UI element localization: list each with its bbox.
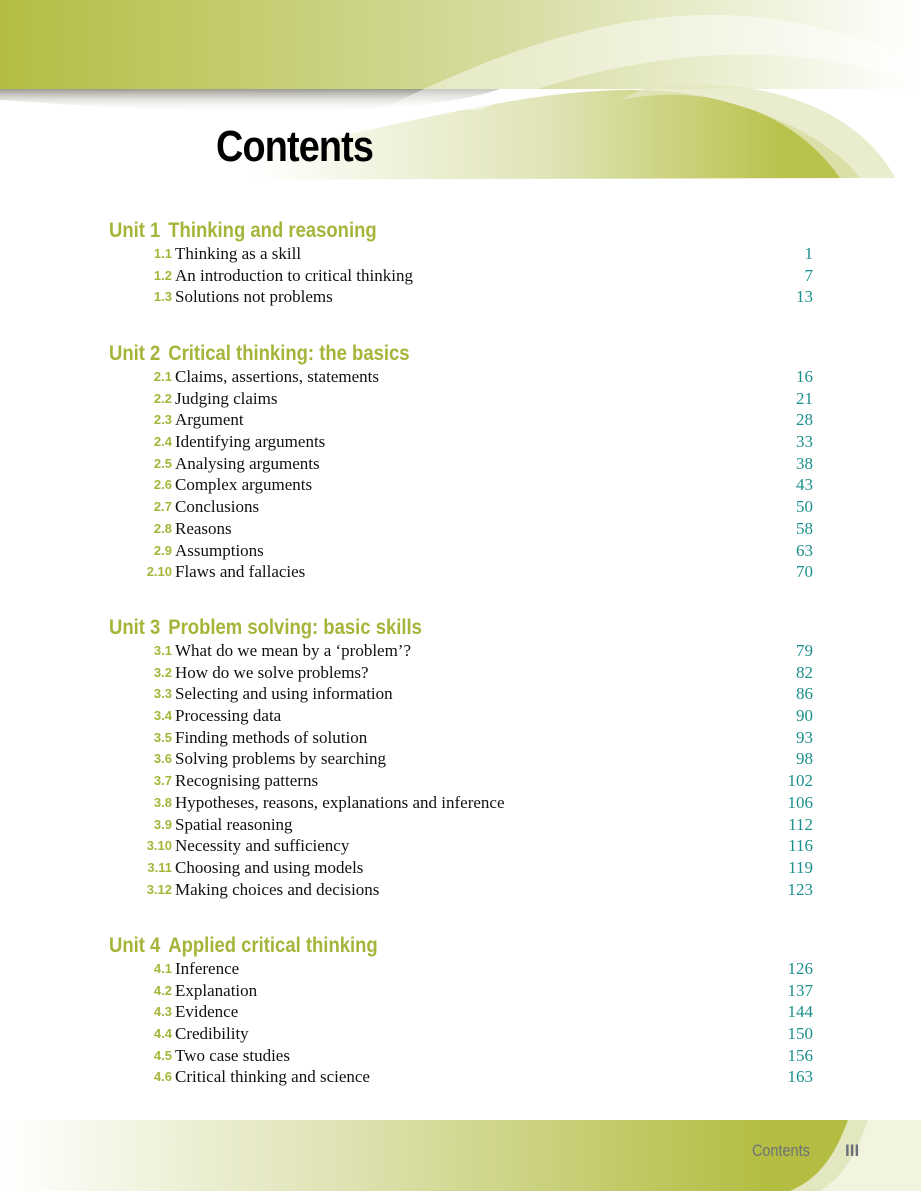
section-title: Selecting and using information	[175, 684, 393, 704]
section-title: Judging claims	[175, 388, 278, 408]
section-title: Solving problems by searching	[175, 749, 387, 769]
section-number: 2.10	[146, 564, 172, 580]
section-title: Hypotheses, reasons, explanations and inference	[175, 792, 505, 812]
section-title: Necessity and sufficiency	[175, 836, 350, 856]
toc-entry[interactable]	[109, 474, 829, 496]
header-banner	[0, 0, 921, 182]
page-number: 116	[788, 836, 813, 856]
section-title: Two case studies	[175, 1045, 290, 1065]
section-title: Recognising patterns	[175, 771, 319, 791]
page-number: 1	[804, 244, 813, 263]
section-number: 1.2	[153, 267, 172, 283]
toc-entry[interactable]	[109, 518, 829, 540]
unit-section	[109, 342, 829, 583]
page-number: 150	[787, 1024, 813, 1044]
section-number: 4.1	[153, 961, 172, 976]
page-title: Contents	[216, 122, 374, 171]
page-number: 79	[796, 641, 813, 660]
section-title: Making choices and decisions	[175, 879, 380, 899]
toc-entry[interactable]	[109, 409, 829, 431]
page-number: 137	[787, 980, 813, 1000]
page-number: 28	[796, 410, 813, 430]
section-title: What do we mean by a ‘problem’?	[175, 641, 412, 660]
unit-number: Unit 3	[109, 616, 161, 639]
toc-entry[interactable]	[109, 1066, 829, 1088]
section-number: 3.8	[153, 794, 172, 810]
section-number: 4.3	[153, 1004, 172, 1020]
toc-entry[interactable]	[109, 640, 829, 662]
toc-entry[interactable]	[109, 980, 829, 1002]
section-number: 3.5	[153, 729, 172, 745]
section-title: Explanation	[175, 980, 258, 1000]
unit-heading[interactable]	[109, 342, 743, 366]
page-number: 144	[787, 1002, 813, 1022]
page-number: 112	[788, 814, 813, 834]
section-title: Choosing and using models	[175, 857, 364, 877]
page-number: 16	[796, 367, 813, 386]
section-number: 3.4	[153, 708, 172, 724]
section-number: 3.9	[153, 816, 172, 832]
section-title: An introduction to critical thinking	[175, 265, 413, 285]
section-title: Complex arguments	[175, 475, 313, 495]
toc-entry[interactable]	[109, 388, 829, 410]
unit-title: Problem solving: basic skills	[168, 616, 422, 639]
toc-entry[interactable]	[109, 1023, 829, 1045]
toc-entry[interactable]	[109, 835, 829, 857]
toc-entry[interactable]	[109, 748, 829, 770]
section-number: 3.7	[153, 773, 172, 789]
section-number: 2.3	[153, 412, 172, 428]
toc-entry[interactable]	[109, 727, 829, 749]
unit-title: Thinking and reasoning	[168, 219, 377, 242]
unit-section	[109, 934, 829, 1088]
page-number: 50	[796, 497, 813, 517]
section-title: Credibility	[175, 1024, 249, 1044]
unit-number: Unit 2	[109, 342, 161, 365]
page-number: 58	[796, 518, 813, 538]
section-title: Analysing arguments	[175, 453, 320, 473]
toc-entry[interactable]	[109, 879, 829, 901]
page-number: 86	[796, 684, 813, 704]
toc-entry[interactable]	[109, 770, 829, 792]
toc-entry[interactable]	[109, 540, 829, 562]
section-title: Claims, assertions, statements	[175, 367, 379, 386]
page-number: 21	[796, 388, 813, 408]
section-number: 4.6	[153, 1069, 172, 1085]
page-number: 98	[796, 749, 813, 769]
toc-entry[interactable]	[109, 366, 829, 388]
toc-entry[interactable]	[109, 453, 829, 475]
unit-section	[109, 616, 829, 900]
section-title: How do we solve problems?	[175, 662, 369, 682]
toc-entry[interactable]	[109, 286, 829, 308]
section-number: 4.5	[153, 1047, 172, 1063]
toc-entry[interactable]	[109, 496, 829, 518]
section-title: Evidence	[175, 1002, 239, 1022]
unit-number: Unit 4	[109, 934, 161, 957]
toc-entry[interactable]	[109, 1001, 829, 1023]
section-number: 1.3	[153, 289, 172, 305]
section-number: 3.11	[147, 859, 172, 875]
section-number: 2.6	[153, 477, 172, 493]
page-number: 119	[788, 857, 813, 877]
page-number: 163	[787, 1067, 813, 1087]
unit-section	[109, 219, 829, 308]
section-number: 2.9	[153, 542, 172, 558]
unit-heading[interactable]	[109, 616, 743, 640]
page-number: 126	[787, 959, 813, 978]
toc-entry[interactable]	[109, 814, 829, 836]
section-title: Assumptions	[175, 540, 264, 560]
section-number: 1.1	[153, 246, 172, 261]
unit-number: Unit 1	[109, 219, 161, 242]
page-number: 70	[796, 562, 813, 582]
section-number: 3.1	[153, 643, 172, 658]
section-number: 2.7	[153, 499, 172, 515]
page-number: 90	[796, 706, 813, 726]
page-number: 102	[787, 771, 813, 791]
section-title: Reasons	[175, 518, 232, 538]
page-number: 43	[796, 475, 813, 495]
section-number: 3.3	[153, 686, 172, 702]
page-number: 82	[796, 662, 813, 682]
page-number: 123	[787, 879, 813, 899]
page-number: 13	[796, 287, 813, 307]
footer-page-number: III	[845, 1141, 860, 1160]
page-number: 38	[796, 453, 813, 473]
page-number: 106	[787, 792, 813, 812]
toc-entry[interactable]	[109, 561, 829, 583]
section-title: Identifying arguments	[175, 432, 326, 452]
section-title: Solutions not problems	[175, 287, 333, 307]
section-title: Inference	[175, 959, 240, 978]
toc-entry[interactable]	[109, 705, 829, 727]
section-number: 3.2	[153, 664, 172, 680]
unit-title: Critical thinking: the basics	[168, 342, 410, 365]
toc-entry[interactable]	[109, 662, 829, 684]
page-number: 156	[787, 1045, 813, 1065]
unit-heading[interactable]	[109, 219, 743, 243]
section-number: 2.8	[153, 520, 172, 536]
page-number: 93	[796, 727, 813, 747]
page-number: 33	[796, 432, 813, 452]
toc-entry[interactable]	[109, 265, 829, 287]
toc-entry[interactable]	[109, 857, 829, 879]
section-number: 2.2	[153, 390, 172, 406]
section-number: 3.6	[153, 751, 172, 767]
toc-entry[interactable]	[109, 958, 829, 980]
toc-entry[interactable]	[109, 1045, 829, 1067]
toc-entry[interactable]	[109, 683, 829, 705]
section-title: Conclusions	[175, 497, 260, 517]
section-title: Thinking as a skill	[175, 244, 302, 263]
section-title: Flaws and fallacies	[175, 562, 306, 582]
toc-entry[interactable]	[109, 431, 829, 453]
section-number: 2.4	[153, 434, 172, 450]
section-title: Argument	[175, 410, 244, 430]
footer-label: Contents	[752, 1141, 810, 1160]
section-number: 4.4	[153, 1026, 172, 1042]
unit-heading[interactable]	[109, 934, 743, 958]
section-title: Spatial reasoning	[175, 814, 293, 834]
section-number: 4.2	[153, 982, 172, 998]
toc-entry[interactable]	[109, 243, 829, 265]
toc-entry[interactable]	[109, 792, 829, 814]
section-number: 3.12	[146, 881, 172, 897]
section-title: Finding methods of solution	[175, 727, 368, 747]
page-number: 7	[804, 265, 813, 285]
section-title: Critical thinking and science	[175, 1067, 370, 1087]
section-title: Processing data	[175, 706, 282, 726]
page-number: 63	[796, 540, 813, 560]
section-number: 2.1	[153, 369, 172, 384]
section-number: 2.5	[153, 455, 172, 471]
section-number: 3.10	[146, 838, 172, 854]
unit-title: Applied critical thinking	[168, 934, 378, 957]
